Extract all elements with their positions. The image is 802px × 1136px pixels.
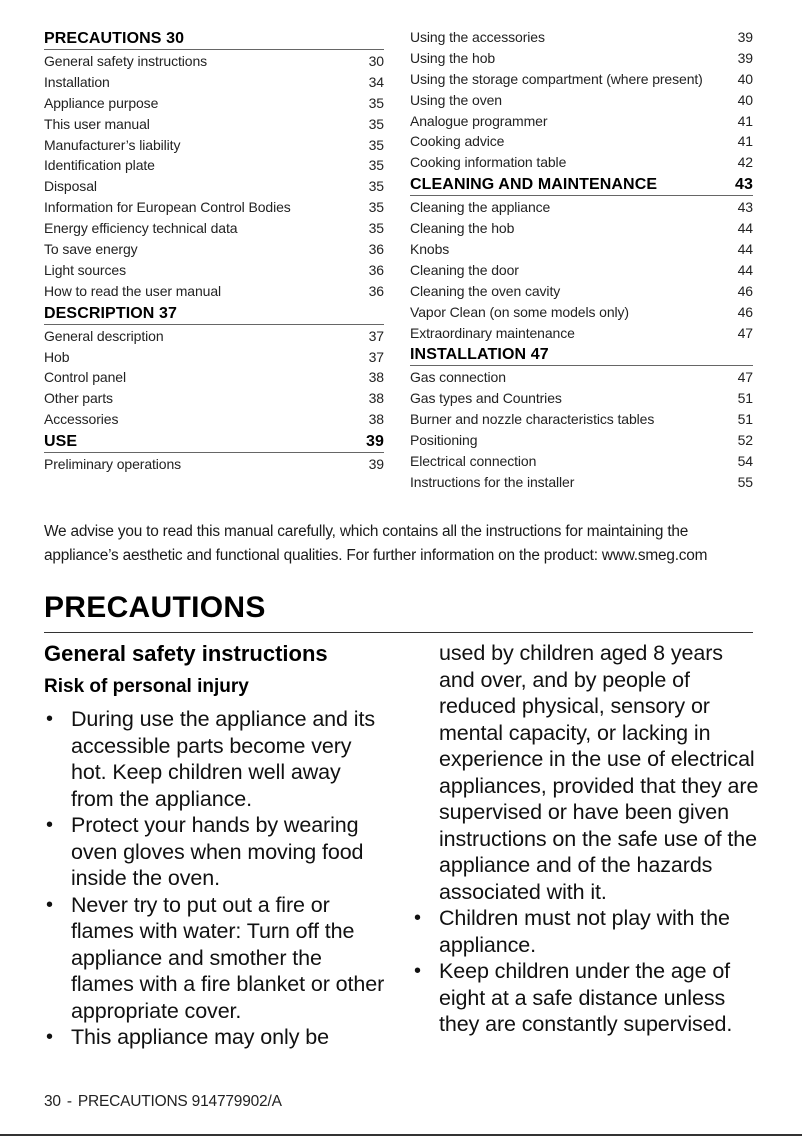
toc-item[interactable] — [44, 93, 384, 114]
toc-item-page: 52 — [737, 432, 753, 449]
toc-section-installation — [410, 343, 753, 492]
toc-item-label: Cleaning the oven cavity — [410, 282, 561, 299]
toc-item-page: 39 — [368, 456, 384, 473]
toc-item-label: Using the accessories — [410, 29, 545, 45]
toc-right-column — [410, 27, 753, 493]
toc-item[interactable] — [410, 451, 753, 472]
intro-line: appliance’s aesthetic and functional qualities. For further information on the product: www.smeg.com — [44, 547, 708, 564]
toc-item-label: Gas connection — [410, 369, 506, 386]
toc-item[interactable] — [44, 409, 384, 430]
page-title: PRECAUTIONS — [44, 591, 266, 624]
toc-item[interactable] — [44, 51, 384, 72]
toc-item-label: Cooking advice — [410, 133, 505, 150]
toc-item-page: 37 — [368, 348, 384, 365]
toc-item[interactable] — [410, 111, 753, 132]
toc-item[interactable] — [410, 367, 753, 388]
toc-item-page: 36 — [368, 261, 384, 278]
page-footer — [44, 1093, 282, 1111]
toc-item[interactable] — [410, 69, 753, 90]
toc-item[interactable] — [410, 218, 753, 239]
toc-item-page: 54 — [737, 453, 753, 470]
toc-item-label: Identification plate — [44, 157, 155, 174]
toc-item-page: 41 — [737, 133, 753, 150]
toc-item-page: 55 — [737, 473, 753, 490]
toc-item-label: Accessories — [44, 411, 119, 428]
toc-item[interactable] — [44, 135, 384, 156]
toc-item-page: 46 — [737, 303, 753, 320]
toc-section-title: DESCRIPTION 37 — [44, 304, 177, 322]
toc-section-cleaning — [410, 173, 753, 343]
toc-item-page: 35 — [368, 199, 384, 216]
toc-item[interactable] — [410, 430, 753, 451]
toc-item-page: 35 — [368, 157, 384, 174]
toc-item-page: 40 — [737, 91, 753, 108]
toc-item[interactable] — [44, 260, 384, 281]
section-subsubtitle: Risk of personal injury — [44, 676, 249, 697]
safety-bullet: • This appliance may only be — [44, 1024, 389, 1051]
toc-item[interactable] — [410, 131, 753, 152]
toc-item-label: Energy efficiency technical data — [44, 220, 238, 237]
toc-item-label: Control panel — [44, 369, 126, 386]
toc-section-heading[interactable] — [410, 343, 753, 366]
toc-section-precautions — [44, 27, 384, 302]
toc-item-page: 39 — [737, 49, 753, 66]
toc-item-label: Manufacturer’s liability — [44, 136, 181, 153]
toc-item-label: Information for European Control Bodies — [44, 199, 291, 216]
toc-item-label: Vapor Clean (on some models only) — [410, 303, 629, 320]
safety-bullet-list — [44, 706, 389, 1051]
toc-item[interactable] — [410, 472, 753, 493]
toc-item-label: Extraordinary maintenance — [410, 324, 575, 341]
footer-page-number: 30 — [44, 1093, 61, 1110]
toc-item-label: Cleaning the hob — [410, 220, 515, 237]
toc-item-page: 35 — [368, 115, 384, 132]
toc-item-label: Using the hob — [410, 49, 496, 66]
toc-item-label: Other parts — [44, 390, 113, 407]
toc-item[interactable] — [410, 27, 753, 48]
footer-section: PRECAUTIONS 914779902/A — [77, 1093, 282, 1110]
toc-item-label: Burner and nozzle characteristics tables — [410, 411, 655, 428]
toc-item[interactable] — [44, 388, 384, 409]
toc-section-use-continued — [410, 27, 753, 173]
toc-item-label: Instructions for the installer — [410, 473, 575, 490]
toc-item[interactable] — [410, 197, 753, 218]
toc-item-page: 30 — [368, 53, 384, 69]
toc-section-heading[interactable] — [44, 302, 384, 325]
toc-item-label: Knobs — [410, 241, 450, 258]
toc-item-page: 36 — [368, 241, 384, 258]
toc-item-page: 34 — [368, 73, 384, 90]
toc-item-label: General safety instructions — [44, 53, 208, 69]
toc-item-label: Gas types and Countries — [410, 390, 562, 407]
safety-bullet: • Children must not play with the appliance. — [412, 905, 762, 958]
toc-item[interactable] — [410, 409, 753, 430]
toc-item-page: 38 — [368, 411, 384, 428]
body-right-column — [412, 640, 762, 1038]
toc-item-page: 46 — [737, 282, 753, 299]
toc-section-use — [44, 430, 384, 475]
toc-item-label: Using the storage compartment (where present) — [410, 70, 703, 87]
toc-item-page: 35 — [368, 94, 384, 111]
toc-left-column — [44, 27, 384, 475]
toc-item-label: Installation — [44, 73, 110, 90]
toc-item-page: 38 — [368, 369, 384, 386]
toc-item-label: Positioning — [410, 432, 478, 449]
toc-item[interactable] — [44, 239, 384, 260]
toc-item[interactable] — [44, 176, 384, 197]
toc-item-page: 43 — [737, 199, 753, 216]
toc-item-page: 42 — [737, 154, 753, 171]
toc-item-page: 51 — [737, 390, 753, 407]
toc-item-label: Cleaning the appliance — [410, 199, 551, 216]
body-left-column — [44, 638, 389, 1051]
safety-bullet-list-continued — [412, 640, 762, 1038]
toc-item-label: Preliminary operations — [44, 456, 182, 473]
toc-item-label: Analogue programmer — [410, 112, 548, 129]
toc-item-label: Hob — [44, 348, 70, 365]
toc-item[interactable] — [44, 454, 384, 475]
toc-item[interactable] — [410, 48, 753, 69]
intro-paragraph — [44, 520, 764, 568]
toc-item-page: 35 — [368, 178, 384, 195]
toc-item[interactable] — [410, 239, 753, 260]
toc-item-page: 40 — [737, 70, 753, 87]
toc-section-title: CLEANING AND MAINTENANCE — [410, 176, 658, 194]
toc-item[interactable] — [410, 152, 753, 173]
toc-section-page: 39 — [366, 433, 384, 451]
toc-item[interactable] — [44, 281, 384, 302]
toc-item-page: 38 — [368, 390, 384, 407]
title-divider — [44, 632, 753, 633]
toc-item-page: 47 — [737, 369, 753, 386]
toc-section-title: INSTALLATION 47 — [410, 346, 549, 364]
toc-item[interactable] — [44, 197, 384, 218]
toc-section-description — [44, 302, 384, 430]
toc-item[interactable] — [44, 72, 384, 93]
toc-item-label: Using the oven — [410, 91, 502, 108]
toc-section-heading[interactable] — [410, 173, 753, 196]
toc-item[interactable] — [410, 281, 753, 302]
safety-bullet: • Keep children under the age of eight at a safe distance unless they are constantly supervised. — [412, 958, 762, 1038]
toc-item-page: 35 — [368, 136, 384, 153]
toc-item-label: How to read the user manual — [44, 282, 222, 299]
toc-section-heading[interactable] — [44, 27, 384, 50]
toc-item-label: To save energy — [44, 241, 138, 258]
toc-item-label: Cooking information table — [410, 154, 567, 171]
safety-bullet-continuation: used by children aged 8 years and over, and by people of reduced physical, sensory or mental capacity, or lacking in experience in the use of electrical appliances, provided that they are supervised or have been given instructions on the safe use of the appliance and of the hazards associated with it. — [439, 641, 759, 904]
toc-section-heading[interactable] — [44, 430, 384, 453]
footer-separator: - — [66, 1093, 72, 1110]
toc-section-page: 43 — [735, 176, 753, 194]
toc-item-label: Disposal — [44, 178, 97, 195]
toc-item-label: Light sources — [44, 261, 126, 278]
toc-item-page: 44 — [737, 220, 753, 237]
safety-bullet: • Protect your hands by wearing oven gloves when moving food inside the oven. — [44, 812, 389, 892]
toc-item[interactable] — [410, 90, 753, 111]
toc-section-title: USE — [44, 433, 78, 451]
toc-item[interactable] — [44, 326, 384, 347]
toc-item-page: 44 — [737, 261, 753, 278]
toc-item[interactable] — [44, 155, 384, 176]
toc-item-page: 41 — [737, 112, 753, 129]
toc-item-page: 35 — [368, 220, 384, 237]
toc-item[interactable] — [410, 323, 753, 344]
toc-item-label: This user manual — [44, 115, 150, 132]
toc-item[interactable] — [410, 302, 753, 323]
toc-item-page: 36 — [368, 282, 384, 299]
toc-item-label: Appliance purpose — [44, 94, 159, 111]
toc-item[interactable] — [44, 218, 384, 239]
section-subtitle: General safety instructions — [44, 641, 328, 666]
toc-item[interactable] — [410, 260, 753, 281]
toc-item-page: 37 — [368, 327, 384, 344]
toc-item[interactable] — [410, 388, 753, 409]
toc-item-page: 47 — [737, 324, 753, 341]
toc-item-label: Cleaning the door — [410, 261, 519, 278]
safety-bullet: • During use the appliance and its accessible parts become very hot. Keep children well away from the appliance. — [44, 706, 389, 812]
toc-item[interactable] — [44, 347, 384, 368]
intro-line: We advise you to read this manual carefully, which contains all the instructions for maintaining the — [44, 523, 689, 540]
toc-item-page: 51 — [737, 411, 753, 428]
toc-item-label: Electrical connection — [410, 453, 537, 470]
toc-section-title: PRECAUTIONS 30 — [44, 30, 185, 47]
toc-item-page: 39 — [737, 29, 753, 45]
toc-item-page: 44 — [737, 241, 753, 258]
toc-item[interactable] — [44, 367, 384, 388]
safety-bullet: • Never try to put out a fire or flames with water: Turn off the appliance and smother the flames with a fire blanket or other appropriate cover. — [44, 892, 389, 1025]
toc-item[interactable] — [44, 114, 384, 135]
toc-item-label: General description — [44, 327, 164, 344]
